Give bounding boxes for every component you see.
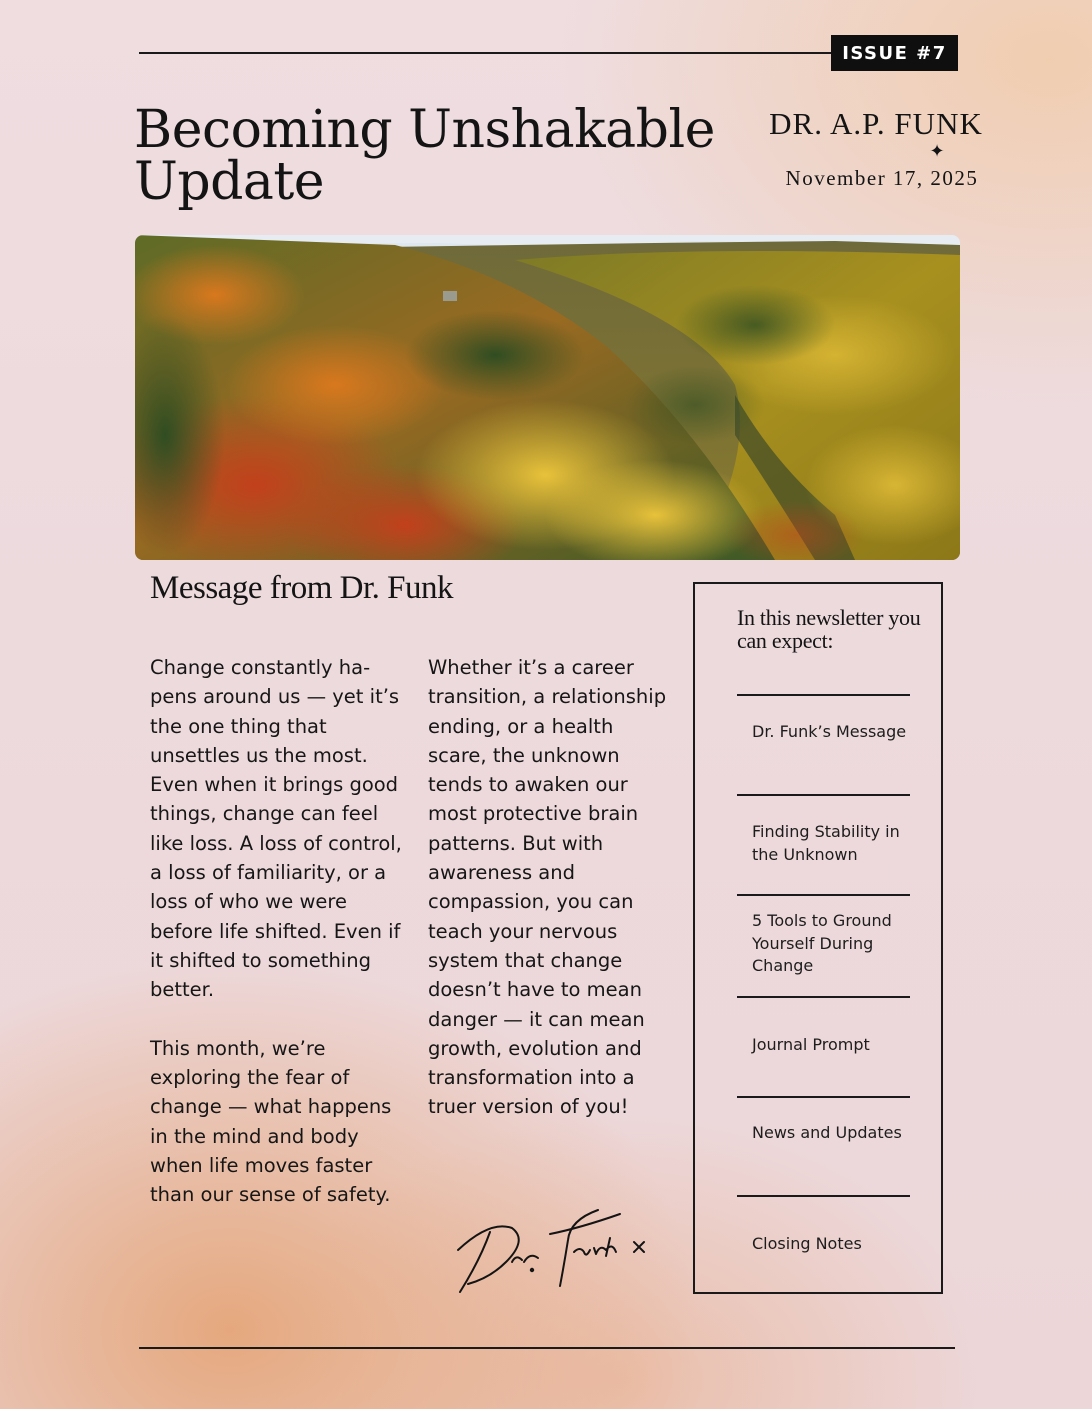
- contents-divider: [737, 694, 910, 696]
- message-heading: Message from Dr. Funk: [150, 570, 453, 606]
- contents-item-tools: 5 Tools to Ground Yourself During Change: [752, 911, 892, 975]
- contents-item-message: Dr. Funk’s Message: [752, 722, 907, 741]
- message-column-1: [150, 653, 412, 1239]
- hero-image: [135, 235, 960, 560]
- author-name: DR. A.P. FUNK: [769, 106, 983, 141]
- contents-item-closing: Closing Notes: [752, 1234, 862, 1253]
- sparkle-icon: ✦: [929, 141, 945, 162]
- bottom-divider: [139, 1347, 955, 1349]
- contents-divider: [737, 794, 910, 796]
- issue-date: November 17, 2025: [785, 166, 979, 190]
- contents-item-journal: Journal Prompt: [752, 1035, 870, 1054]
- message-column-2: [428, 653, 674, 1151]
- paragraph: This month, we’re exploring the fear of change — what happens in the mind and body when life moves faster than our sense of safety.: [150, 1036, 392, 1207]
- contents-divider: [737, 894, 910, 896]
- top-divider: [139, 52, 839, 54]
- issue-badge: ISSUE #7: [831, 35, 958, 71]
- newsletter-title: Becoming Unshakable Update: [134, 100, 715, 212]
- contents-divider: [737, 1195, 910, 1197]
- newsletter-contents-box: [693, 582, 943, 1294]
- contents-divider: [737, 996, 910, 998]
- paragraph: Whether it’s a career transition, a relationship ending, or a health scare, the unknown tends to awaken our most protective brain patterns. But with awareness and compassion, you can teach your nervous system that change doesn’t have to mean danger — it can mean growth, evolution and transformation into a truer version of you!: [428, 656, 667, 1119]
- contents-heading: In this newsletter you can expect:: [737, 605, 921, 653]
- paragraph: Change constantly ha-pens around us — yet it’s the one thing that unsettles us the most. Even when it brings good things, change can feel like loss. A loss of control, a loss of familiarity, or a loss of who we were before life shifted. Even if it shifted to something better.: [150, 656, 402, 1002]
- contents-divider: [737, 1096, 910, 1098]
- signature: [450, 1200, 660, 1300]
- contents-item-news: News and Updates: [752, 1123, 902, 1142]
- contents-item-stability: Finding Stability in the Unknown: [752, 822, 900, 864]
